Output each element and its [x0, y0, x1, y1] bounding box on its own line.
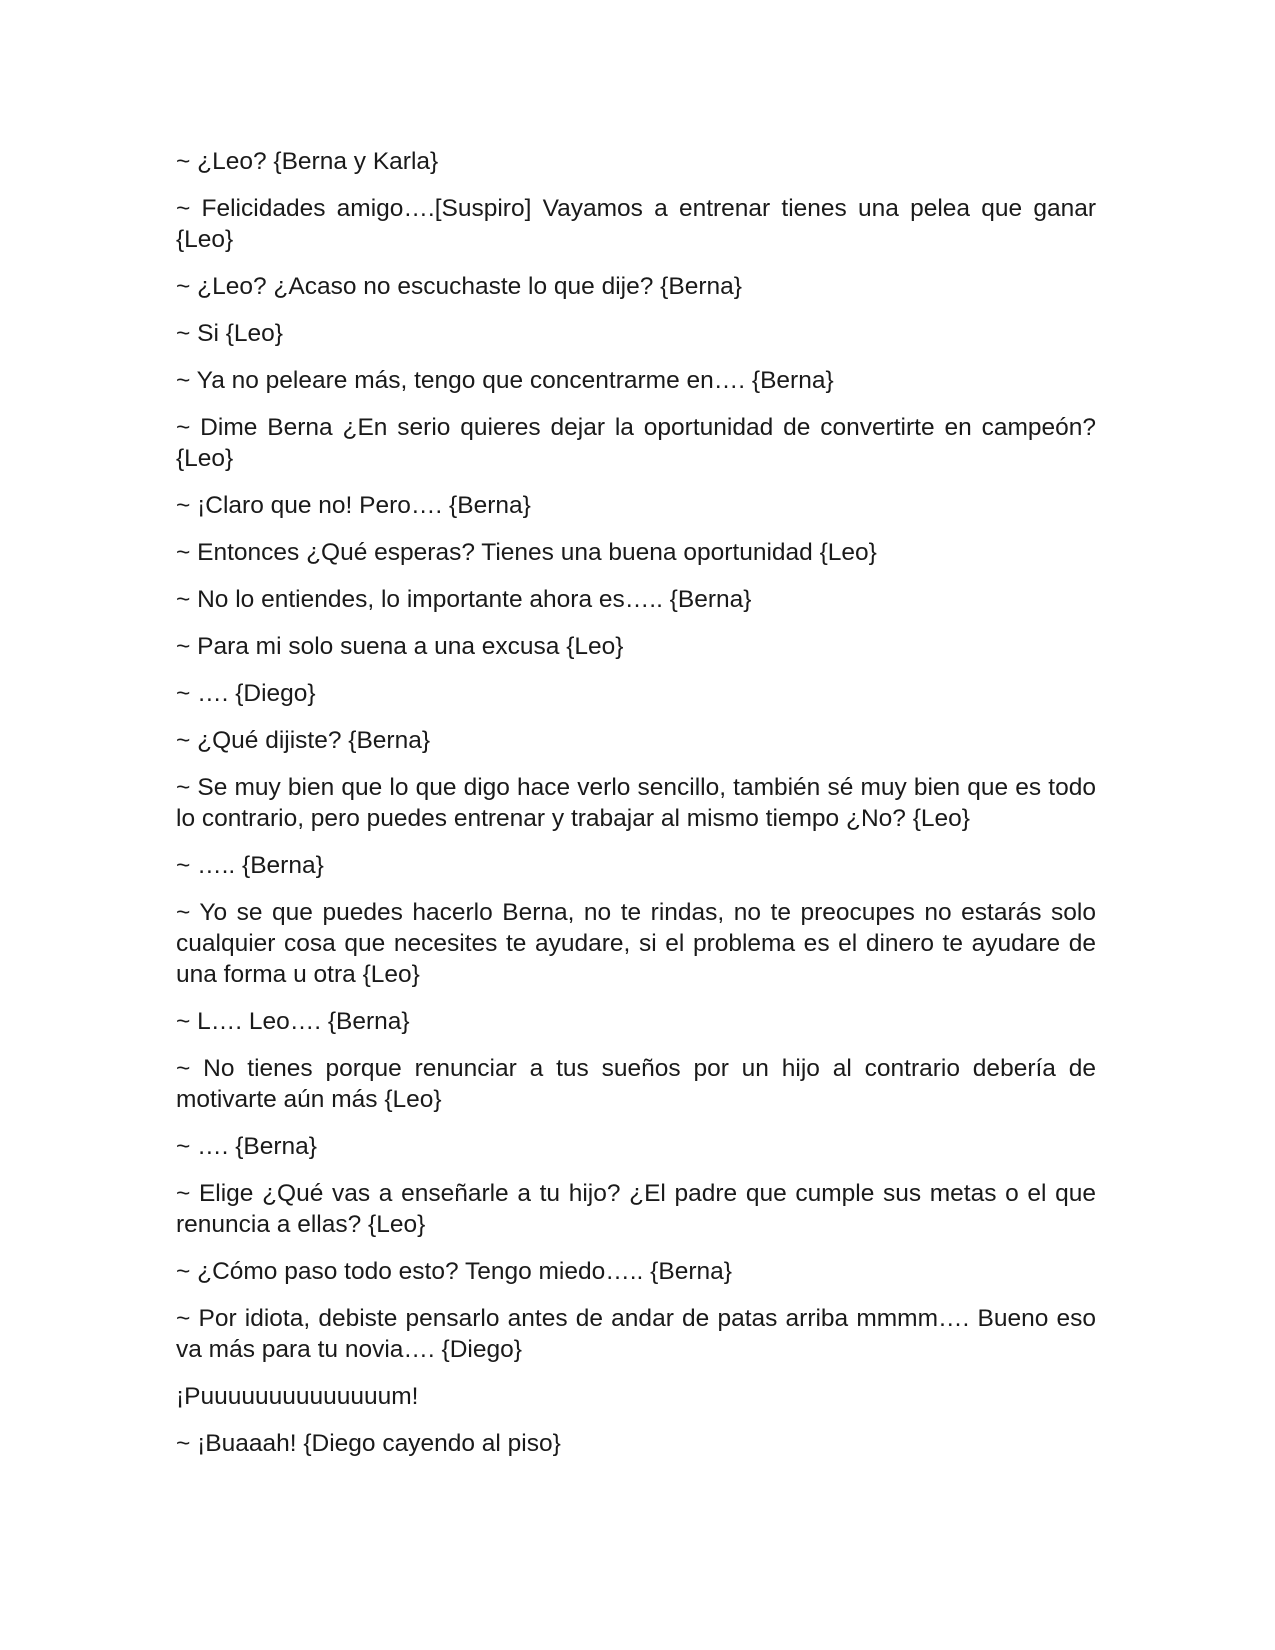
- dialogue-line: ~ …. {Diego}: [176, 680, 316, 707]
- dialogue-line: ~ …. {Berna}: [176, 1133, 317, 1160]
- dialogue-line: ~ Se muy bien que lo que digo hace verlo sencillo, también sé muy bien que es todo lo contrario, pero puedes entrenar y trabajar al mismo tiempo ¿No? {Leo}: [176, 774, 1096, 832]
- dialogue-line: ~ Por idiota, debiste pensarlo antes de andar de patas arriba mmmm…. Bueno eso va más para tu novia…. {Diego}: [176, 1305, 1096, 1363]
- dialogue-line: ~ Si {Leo}: [176, 320, 283, 347]
- dialogue-line: ~ L…. Leo…. {Berna}: [176, 1008, 410, 1035]
- dialogue-line: ~ No lo entiendes, lo importante ahora es….. {Berna}: [176, 586, 752, 613]
- dialogue-line: ~ Dime Berna ¿En serio quieres dejar la oportunidad de convertirte en campeón? {Leo}: [176, 414, 1096, 472]
- dialogue-line: ~ Felicidades amigo….[Suspiro] Vayamos a entrenar tienes una pelea que ganar {Leo}: [176, 195, 1096, 253]
- dialogue-line: ~ ¡Claro que no! Pero…. {Berna}: [176, 492, 531, 519]
- dialogue-body: [176, 146, 1096, 1475]
- dialogue-line: ~ ….. {Berna}: [176, 852, 324, 879]
- sound-effect-line: ¡Puuuuuuuuuuuuuum!: [176, 1383, 419, 1410]
- dialogue-line: ~ ¿Qué dijiste? {Berna}: [176, 727, 431, 754]
- dialogue-line: ~ Ya no peleare más, tengo que concentrarme en…. {Berna}: [176, 367, 834, 394]
- dialogue-line: ~ Yo se que puedes hacerlo Berna, no te rindas, no te preocupes no estarás solo cualquier cosa que necesites te ayudare, si el problema es el dinero te ayudare de una forma u otra {Leo}: [176, 899, 1096, 988]
- dialogue-line: ~ ¿Leo? ¿Acaso no escuchaste lo que dije? {Berna}: [176, 273, 742, 300]
- dialogue-line: ~ Para mi solo suena a una excusa {Leo}: [176, 633, 624, 660]
- dialogue-line: ~ No tienes porque renunciar a tus sueños por un hijo al contrario debería de motivarte aún más {Leo}: [176, 1055, 1096, 1113]
- dialogue-line: ~ Elige ¿Qué vas a enseñarle a tu hijo? ¿El padre que cumple sus metas o el que renuncia a ellas? {Leo}: [176, 1180, 1096, 1238]
- dialogue-line: ~ ¿Cómo paso todo esto? Tengo miedo….. {Berna}: [176, 1258, 732, 1285]
- dialogue-line: ~ ¡Buaaah! {Diego cayendo al piso}: [176, 1430, 561, 1457]
- dialogue-line: ~ ¿Leo? {Berna y Karla}: [176, 148, 439, 175]
- dialogue-line: ~ Entonces ¿Qué esperas? Tienes una buena oportunidad {Leo}: [176, 539, 877, 566]
